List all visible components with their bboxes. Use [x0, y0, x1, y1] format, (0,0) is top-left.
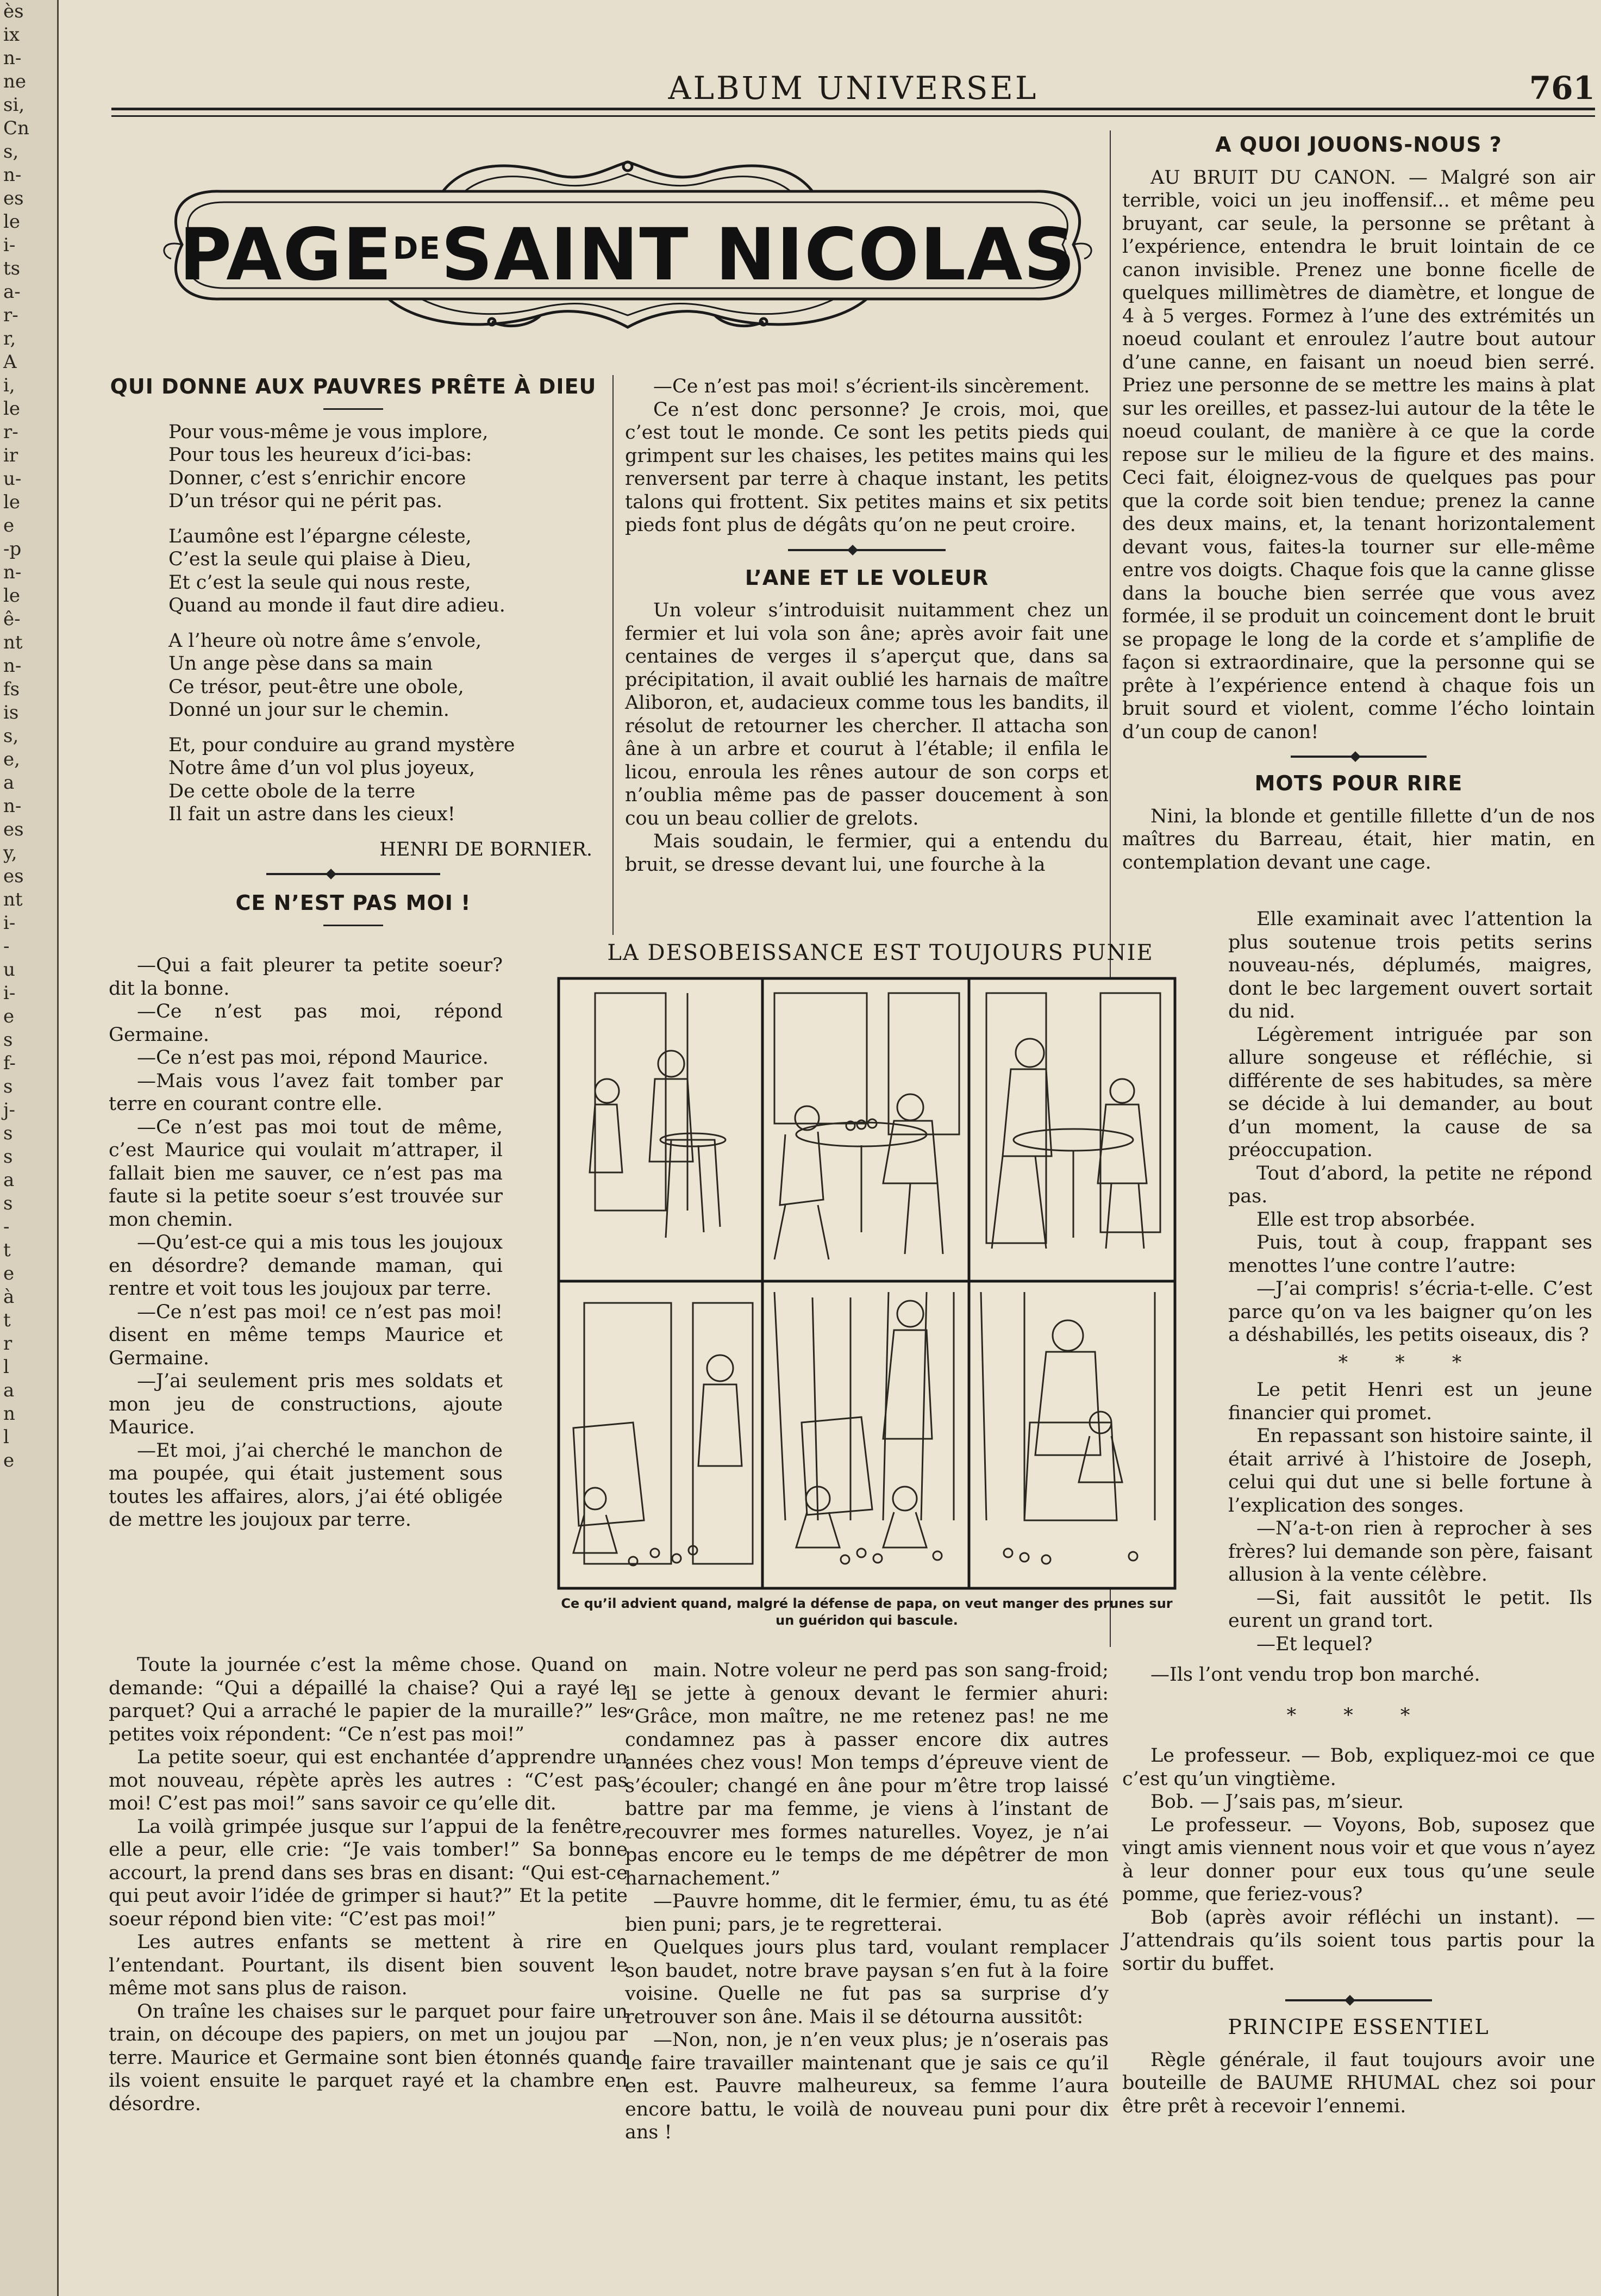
joke-paragraph: —Et lequel? — [1256, 1633, 1373, 1655]
column-rule-1 — [612, 375, 614, 935]
jokes-title: MOTS POUR RIRE — [1254, 771, 1463, 795]
story-paragraph: Les autres enfants se mettent à rire en l’entendant. Pourtant, ils disent bien souvent le même mot sans plus de raison. — [109, 1931, 628, 1999]
previous-page-fragment: ts — [3, 258, 21, 279]
previous-page-fragment: - — [3, 1216, 10, 1238]
poem-title-rule — [323, 408, 383, 410]
header-rule-thin — [111, 115, 1595, 117]
previous-page-fragment: es — [3, 188, 24, 209]
comic-title: LA DESOBEISSANCE EST TOUJOURS PUNIE — [607, 940, 1154, 965]
section-divider — [266, 873, 440, 875]
previous-page-fragment: s, — [3, 725, 19, 747]
poem-line: Notre âme d’un vol plus joyeux, — [168, 757, 476, 779]
previous-page-fragment: i- — [3, 912, 16, 934]
poem-line: Et, pour conduire au grand mystère — [168, 734, 515, 756]
previous-page-fragment: u — [3, 959, 15, 981]
story-paragraph: —Mais vous l’avez fait tomber par terre en courant contre elle. — [109, 1070, 503, 1115]
story-cest-pas-moi-part2 — [109, 1654, 628, 2116]
previous-page-fragment: ix — [3, 24, 20, 46]
page-header — [111, 64, 1595, 108]
story-paragraph: Ce n’est donc personne? Je crois, moi, que c’est tout le monde. Ce sont les petits pieds qui grimpent sur les chaises, les petites mains qui les renversent par terre à chaque instant, les petits talons qui frottent. Six petites mains et six petits pieds font plus de dégâts qu’on ne peut croire. — [625, 398, 1109, 536]
story-paragraph: —Pauvre homme, dit le fermier, ému, tu as été bien puni; pars, je te regretterai. — [625, 1891, 1109, 1936]
story-paragraph: Mais soudain, le fermier, qui a entendu du bruit, se dresse devant lui, une fourche à la — [625, 831, 1109, 876]
previous-page-fragment: t — [3, 1239, 11, 1261]
games-title: A QUOI JOUONS-NOUS ? — [1215, 133, 1502, 157]
story-paragraph: —Ce n’est pas moi! s’écrient-ils sincèrement. — [653, 376, 1090, 397]
previous-page-fragment: n- — [3, 795, 22, 817]
banner-word-de: DE — [392, 231, 441, 266]
joke-paragraph: Bob (après avoir réfléchi un instant). — J’attendrais qu’ils soient tous partis pour la sortir du buffet. — [1122, 1906, 1595, 1975]
story-paragraph: Toute la journée c’est la même chose. Quand on demande: “Qui a dépaillé la chaise? Qui a rayé le parquet? Qui a arraché le papier de la muraille?” les petites voix répondent: “Ce n’est pas moi!” — [109, 1654, 628, 1745]
section-divider-principe — [1285, 1999, 1432, 2001]
story-paragraph: —Qu’est-ce qui a mis tous les joujoux en désordre? demande maman, qui rentre et voit tous les joujoux par terre. — [109, 1232, 503, 1300]
previous-page-fragment: i, — [3, 375, 15, 396]
story-paragraph: On traîne les chaises sur le parquet pour faire un train, on découpe des papiers, on met un joujou par terre. Maurice et Germaine sont bien étonnés quand ils voient ensuite le parquet rayé et la chambre en désordre. — [109, 2000, 628, 2115]
story-paragraph: —Ce n’est pas moi! ce n’est pas moi! disent en même temps Maurice et Germaine. — [109, 1301, 503, 1369]
previous-page-fragment: j- — [3, 1099, 16, 1121]
previous-page-fragment: a — [3, 1380, 15, 1401]
poem-line: Il fait un astre dans les cieux! — [168, 803, 455, 825]
story-ane-voleur-continuation — [625, 1659, 1109, 2144]
poem-author: HENRI DE BORNIER. — [379, 838, 592, 860]
joke-paragraph: Puis, tout à coup, frappant ses menottes l’une contre l’autre: — [1228, 1232, 1592, 1277]
joke-paragraph: Tout d’abord, la petite ne répond pas. — [1228, 1162, 1592, 1207]
previous-page-fragment: r- — [3, 304, 18, 326]
previous-page-fragment: es — [3, 819, 24, 840]
comic-strip — [557, 977, 1177, 1590]
jokes-last-line: —Ils l’ont vendu trop bon marché. — [1150, 1664, 1480, 1686]
joke-paragraph: —J’ai compris! s’écria-t-elle. C’est parce qu’on va les baigner qu’on les a déshabillés, les petits oiseaux, dis ? — [1228, 1278, 1592, 1346]
previous-page-fragment: a — [3, 772, 15, 794]
story-paragraph: main. Notre voleur ne perd pas son sang-froid; il se jette à genoux devant le fermier ahuri: “Grâce, mon maître, ne me retenez pas! ne me condamnez pas à passer encore dix autres années chez vous! Mon temps d’épreuve vient de s’écouler; changé en âne pour m’être trop laissé battre par ma femme, je viens à l’instant de recouvrer mes formes naturelles. Voyez, je n’ai pas encore eu le temps de me dépêtrer de mon harnachement.” — [625, 1659, 1109, 1889]
jokes-column-narrow — [1228, 908, 1592, 1656]
joke-paragraph: Elle est trop absorbée. — [1256, 1208, 1476, 1231]
previous-page-fragment: e — [3, 1006, 15, 1027]
section-banner — [160, 152, 1095, 337]
previous-page-fragment: i- — [3, 234, 16, 256]
previous-page-fragment: r — [3, 1333, 12, 1355]
previous-page-fragment: e, — [3, 748, 20, 770]
joke-paragraph: —Si, fait aussitôt le petit. Ils eurent un grand tort. — [1228, 1587, 1592, 1632]
poem-line: L’aumône est l’épargne céleste, — [168, 525, 472, 547]
jokes-column-bottom — [1122, 1663, 1595, 2118]
previous-page-fragment: s, — [3, 141, 19, 163]
story-paragraph: —Ce n’est pas moi tout de même, c’est Maurice qui voulait m’attraper, il fallait bien me sauver, ce n’est pas ma faute si la petite soeur s’est trouvée sur mon chemin. — [109, 1116, 503, 1231]
banner-word-saint-nicolas: SAINT NICOLAS — [441, 213, 1077, 297]
previous-page-fragment: n- — [3, 655, 22, 677]
poem-title: QUI DONNE AUX PAUVRES PRÊTE À DIEU — [110, 375, 597, 398]
story-paragraph: —Non, non, je n’en veux plus; je n’oserais pas le faire travailler maintenant que je sais ce qu’il en est. Pauvre malheureux, sa femme l’aura encore battu, le voilà de nouveau puni pour dix ans ! — [625, 2029, 1109, 2143]
previous-page-fragment: fs — [3, 678, 20, 700]
previous-page-fragment: n- — [3, 561, 22, 583]
poem-line: De cette obole de la terre — [168, 780, 416, 802]
previous-page-fragment: à — [3, 1286, 15, 1308]
previous-page-fragment: y, — [3, 842, 17, 864]
previous-page-fragment: a — [3, 1169, 15, 1191]
poem-line: Ce trésor, peut-être une obole, — [168, 676, 464, 698]
previous-page-fragment: u- — [3, 468, 22, 490]
poem-line: Un ange pèse dans sa main — [168, 653, 433, 675]
previous-page-fragment: ir — [3, 445, 18, 466]
header-rule — [111, 108, 1595, 110]
section-divider-right — [1291, 756, 1427, 758]
story-cest-pas-moi-part1 — [109, 954, 503, 1532]
poem-line: Et c’est la seule qui nous reste, — [168, 571, 471, 594]
previous-page-fragment: s — [3, 1193, 13, 1214]
jokes-separator: * * * — [1286, 1704, 1431, 1726]
previous-page-fragment: ê- — [3, 608, 21, 630]
banner-word-page: PAGE — [179, 213, 393, 297]
story-paragraph: La petite soeur, qui est enchantée d’apprendre un mot nouveau, répète après les autres : “C’est pas moi! C’est pas moi!” sans savoir ce qu’elle dit. — [109, 1746, 628, 1814]
column-right — [1122, 133, 1595, 874]
previous-page-fragment: t — [3, 1309, 11, 1331]
previous-page-fragment: i- — [3, 982, 16, 1004]
page — [57, 0, 1601, 2296]
previous-page-fragment: a- — [3, 281, 21, 303]
previous-page-fragment: r- — [3, 421, 18, 443]
previous-page-fragment: -p — [3, 538, 22, 560]
section-divider-middle — [788, 549, 946, 551]
previous-page-fragment: ne — [3, 71, 27, 92]
column-middle-top — [625, 375, 1109, 876]
story-title-ane-voleur: L’ANE ET LE VOLEUR — [745, 565, 989, 590]
poem-line: Pour tous les heureux d’ici-bas: — [168, 444, 472, 466]
comic-caption: Ce qu’il advient quand, malgré la défense de papa, on veut manger des prunes sur un guéridon qui bascule. — [561, 1596, 1173, 1628]
joke-paragraph: Bob. — J’sais pas, m’sieur. — [1150, 1791, 1404, 1813]
games-body — [1122, 166, 1595, 744]
previous-page-fragment: l — [3, 1356, 9, 1378]
story-title-rule — [323, 925, 383, 926]
joke-paragraph: Légèrement intriguée par son allure songeuse et réfléchie, si différente de ses habitudes, sa mère se décide à lui demander, au bout d’un moment, la cause de sa préoccupation. — [1228, 1024, 1592, 1161]
story-ane-voleur-body — [625, 599, 1109, 876]
poem-line: Donner, c’est s’enrichir encore — [168, 467, 466, 489]
poem-line: Quand au monde il faut dire adieu. — [168, 595, 505, 616]
poem-stanza — [109, 421, 598, 513]
poem-line: C’est la seule qui plaise à Dieu, — [168, 548, 472, 570]
previous-page-fragment: e — [3, 1263, 15, 1284]
joke-paragraph: Le professeur. — Voyons, Bob, suposez que vingt amis viennent nous voir et que vous n’ayez à leur donner pour eux tous qu’une seule pomme, que feriez-vous? — [1122, 1814, 1595, 1905]
previous-page-fragment: e — [3, 1450, 15, 1471]
previous-page-fragment: ès — [3, 1, 24, 22]
poem-line: D’un trésor qui ne périt pas. — [168, 490, 443, 512]
games-paragraph: AU BRUIT DU CANON. — Malgré son air terrible, voici un jeu inoffensif... et même peu bruyant, car seule, la personne se prêtant à l’expérience, entendra le bruit lointain de ce canon invisible. Prenez une bonne ficelle de quelques millimètres de diamètre, et longue de 4 à 5 verges. Formez à l’une des extrémités un noeud coulant et enroulez l’autre bout autour d’une canne, en faisant un noeud bien serré. Priez une personne de se mettre les mains à plat sur les oreilles, et passez-lui autour de la tête le noeud coulant, de manière à ce que la corde repose sur le milieu de la figure et des mains. Ceci fait, éloignez-vous de quelques pas pour que la corde soit bien tendue; prenez la canne des deux mains, et, la tenant horizontalement devant vous, faites-la tourner sur elle-même entre vos doigts. Chaque fois que la canne glisse dans la bouche bien serrée que vous avez formée, il se produit un coincement dont le bruit se propage le long de la corde et s’amplifie de façon si extraordinaire, que la personne qui se prête à l’expérience entend à chaque fois un bruit sourd et violent, comme l’écho lointain d’un coup de canon! — [1122, 166, 1595, 743]
story-paragraph: Un voleur s’introduisit nuitamment chez un fermier et lui vola son âne; après avoir fait une centaines de verges il s’aperçut que, dans sa précipitation, il avait oublié les harnais de maître Aliboron, et, audacieux comme tous les bandits, il résolut de retourner les chercher. Il attacha son âne à un arbre et courut à l’étable; il enfila le licou, enroula les rênes autour de son corps et n’oublia même pas de passer doucement à son cou un beau collier de grelots. — [625, 600, 1109, 829]
banner-title — [160, 213, 1095, 297]
story-paragraph: La voilà grimpée jusque sur l’appui de la fenêtre, elle a peur, elle crie: “Je vais tomber!” Sa bonne accourt, la prend dans ses bras en disant: “Qui est-ce qui peut avoir l’idée de grimper si haut?” Et la petite soeur répond bien vite: “C’est pas moi!” — [109, 1815, 628, 1930]
joke-paragraph: En repassant son histoire sainte, il était arrivé à l’histoire de Joseph, celui qui dut une si belle fortune à l’explication des songes. — [1228, 1425, 1592, 1517]
joke-paragraph: —N’a-t-on rien à reprocher à ses frères? lui demande son père, faisant allusion à la vente célèbre. — [1228, 1518, 1592, 1586]
running-title: ALBUM UNIVERSEL — [668, 70, 1039, 107]
poem-body — [109, 421, 598, 826]
previous-page-fragment: n- — [3, 47, 22, 69]
previous-page-fragment: - — [3, 935, 10, 957]
previous-page-fragment: le — [3, 585, 20, 607]
previous-page-fragment: si, — [3, 94, 25, 116]
column-left-top — [109, 375, 598, 937]
joke-paragraph: Le professeur. — Bob, expliquez-moi ce que c’est qu’un vingtième. — [1122, 1745, 1595, 1790]
previous-page-fragment: s — [3, 1076, 13, 1097]
story-cest-pas-moi-continuation — [625, 375, 1109, 537]
previous-page-fragment: n — [3, 1403, 15, 1425]
poem-stanza — [109, 629, 598, 722]
story-paragraph: —J’ai seulement pris mes soldats et mon jeu de constructions, ajoute Maurice. — [109, 1370, 503, 1438]
story-paragraph: —Ce n’est pas moi, répond Germaine. — [109, 1001, 503, 1046]
previous-page-edge — [0, 0, 59, 2296]
story-paragraph: —Et moi, j’ai cherché le manchon de ma poupée, qui était justement sous toutes les affaires, alors, j’ai été obligée de mettre les joujoux par terre. — [109, 1439, 503, 1531]
story-paragraph: —Qui a fait pleurer ta petite soeur? dit la bonne. — [109, 954, 503, 1000]
joke-paragraph: Elle examinait avec l’attention la plus soutenue trois petits serins nouveau-nés, déplumés, maigres, dont le bec largement ouvert sortait du nid. — [1228, 908, 1592, 1022]
poem-line: A l’heure où notre âme s’envole, — [168, 629, 482, 652]
principe-text: Règle générale, il faut toujours avoir une bouteille de BAUME RHUMAL chez soi pour être prêt à recevoir l’ennemi. — [1122, 2049, 1595, 2117]
previous-page-fragment: s — [3, 1029, 13, 1051]
previous-page-fragment: e — [3, 515, 15, 536]
previous-page-fragment: s — [3, 1122, 13, 1144]
previous-page-fragment: l — [3, 1426, 9, 1448]
previous-page-fragment: nt — [3, 632, 23, 653]
previous-page-fragment: le — [3, 211, 20, 233]
previous-page-fragment: f- — [3, 1052, 16, 1074]
jokes-bob — [1122, 1744, 1595, 1975]
previous-page-fragment: r, — [3, 328, 16, 350]
comic-panels — [557, 977, 1177, 1590]
page-number: 761 — [1529, 70, 1595, 107]
previous-page-fragment: s — [3, 1146, 13, 1168]
previous-page-fragment: is — [3, 702, 19, 723]
previous-page-fragment: es — [3, 865, 24, 887]
previous-page-fragment: Cn — [3, 117, 29, 139]
jokes-separator: * * * — [1338, 1351, 1483, 1374]
principe-title: PRINCIPE ESSENTIEL — [1228, 2015, 1490, 2039]
story-paragraph: Quelques jours plus tard, voulant remplacer son baudet, notre brave paysan s’en fut à la foire voisine. Quelle ne fut pas sa surprise d’y retrouver son âne. Mais il se détourna aussitôt: — [625, 1937, 1109, 2028]
poem-line: Pour vous-même je vous implore, — [168, 421, 489, 443]
previous-page-fragment: le — [3, 398, 20, 420]
poem-line: Donné un jour sur le chemin. — [168, 699, 449, 721]
previous-page-fragment: nt — [3, 889, 23, 910]
jokes-intro: Nini, la blonde et gentille fillette d’un de nos maîtres du Barreau, était, hier matin, en contemplation devant une cage. — [1122, 805, 1595, 874]
poem-stanza — [109, 525, 598, 617]
joke-paragraph: Le petit Henri est un jeune financier qui promet. — [1228, 1379, 1592, 1424]
previous-page-fragment: A — [3, 351, 17, 373]
story-title-cest-pas-moi: CE N’EST PAS MOI ! — [235, 891, 471, 915]
previous-page-fragment: n- — [3, 164, 22, 186]
previous-page-fragment: le — [3, 491, 20, 513]
story-paragraph: —Ce n’est pas moi, répond Maurice. — [137, 1047, 489, 1069]
poem-stanza — [109, 734, 598, 826]
